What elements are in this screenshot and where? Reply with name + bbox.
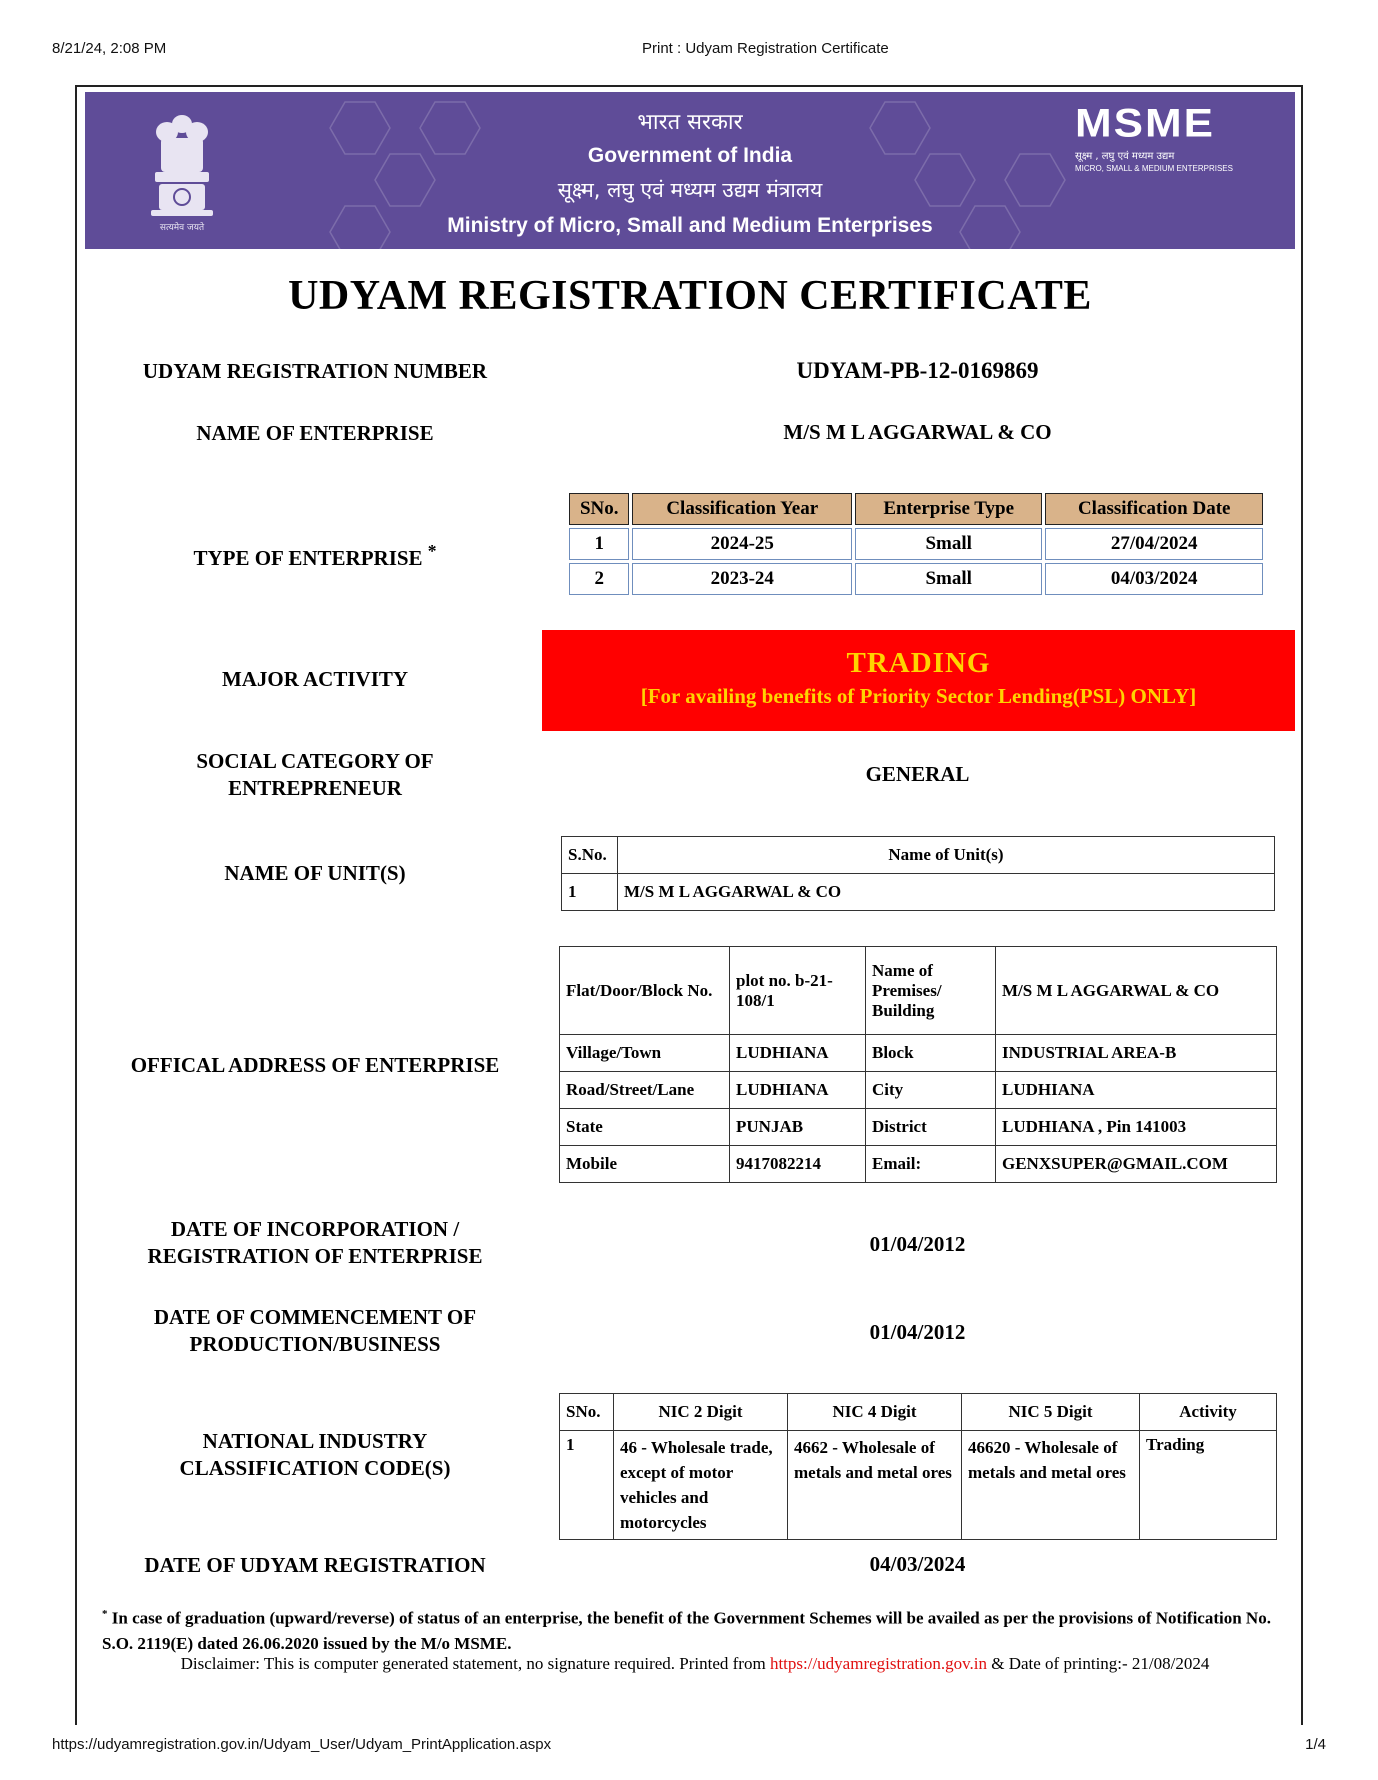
print-header	[52, 40, 1326, 64]
table-cell: 1	[569, 528, 629, 560]
disclaimer-suffix: & Date of printing:- 21/08/2024	[986, 1654, 1210, 1673]
table-cell: LUDHIANA , Pin 141003	[996, 1109, 1277, 1146]
col-header-sno: SNo.	[560, 1394, 614, 1431]
nic-label-line1: NATIONAL INDUSTRY	[202, 1429, 428, 1453]
nic-label	[100, 1428, 530, 1482]
table-cell: State	[560, 1109, 730, 1146]
table-cell: 2023-24	[632, 563, 852, 595]
table-cell: Mobile	[560, 1146, 730, 1183]
incorporation-label-line2: REGISTRATION OF ENTERPRISE	[147, 1244, 483, 1268]
table-cell: 2	[569, 563, 629, 595]
table-row	[569, 563, 1263, 595]
table-cell: Village/Town	[560, 1035, 730, 1072]
reg-number-value: UDYAM-PB-12-0169869	[796, 358, 1039, 383]
table-cell: 1	[562, 874, 618, 911]
table-cell: 2024-25	[632, 528, 852, 560]
enterprise-name-value: M/S M L AGGARWAL & CO	[783, 420, 1052, 444]
social-category-label-line1: SOCIAL CATEGORY OF	[196, 749, 434, 773]
banner-govt-of-india: Government of India	[587, 144, 793, 167]
units-table	[561, 836, 1275, 911]
udyam-date-value: 04/03/2024	[869, 1552, 966, 1576]
classification-table	[566, 490, 1266, 598]
table-cell: 27/04/2024	[1045, 528, 1263, 560]
commencement-label-line1: DATE OF COMMENCEMENT OF	[153, 1305, 477, 1329]
enterprise-name-label: NAME OF ENTERPRISE	[196, 421, 434, 445]
table-cell: Trading	[1140, 1431, 1277, 1540]
incorporation-date-value: 01/04/2012	[869, 1232, 966, 1256]
major-activity-note: [For availing benefits of Priority Sector Lending(PSL) ONLY]	[640, 684, 1197, 708]
msme-logo-hindi: सूक्ष्म , लघु एवं मध्यम उद्यम	[1075, 151, 1175, 162]
table-cell: 1	[560, 1431, 614, 1540]
table-cell: M/S M L AGGARWAL & CO	[996, 947, 1277, 1035]
table-cell: plot no. b-21-108/1	[730, 947, 866, 1035]
table-cell: Small	[855, 563, 1042, 595]
table-header-row	[569, 493, 1263, 525]
disclaimer-prefix: Disclaimer: This is computer generated statement, no signature required. Printed from	[180, 1654, 770, 1673]
commencement-label-line2: PRODUCTION/BUSINESS	[189, 1332, 441, 1356]
major-activity-box	[542, 630, 1295, 731]
enterprise-type-label	[100, 538, 530, 572]
col-header-class-year: Classification Year	[632, 493, 852, 525]
col-header-nic5: NIC 5 Digit	[962, 1394, 1140, 1431]
page-number: 1/4	[1305, 1736, 1326, 1753]
units-label: NAME OF UNIT(S)	[224, 861, 406, 885]
table-cell: Name of Premises/ Building	[866, 947, 996, 1035]
table-row	[560, 947, 1277, 1035]
commencement-date-value: 01/04/2012	[869, 1320, 966, 1344]
nic-label-line2: CLASSIFICATION CODE(S)	[179, 1456, 451, 1480]
incorporation-label	[100, 1216, 530, 1270]
major-activity-label: MAJOR ACTIVITY	[221, 667, 409, 691]
table-header-row	[560, 1394, 1277, 1431]
reg-number-label: UDYAM REGISTRATION NUMBER	[142, 359, 488, 383]
col-header-activity: Activity	[1140, 1394, 1277, 1431]
table-cell: LUDHIANA	[730, 1072, 866, 1109]
col-header-unit-name: Name of Unit(s)	[618, 837, 1275, 874]
udyam-date-label: DATE OF UDYAM REGISTRATION	[144, 1553, 486, 1577]
table-cell: Flat/Door/Block No.	[560, 947, 730, 1035]
enterprise-type-label-text: TYPE OF ENTERPRISE	[193, 546, 423, 570]
table-row	[560, 1431, 1277, 1540]
table-header-row	[562, 837, 1275, 874]
table-cell: Road/Street/Lane	[560, 1072, 730, 1109]
banner-ministry: Ministry of Micro, Small and Medium Enterprises	[447, 214, 933, 237]
msme-logo-english: MICRO, SMALL & MEDIUM ENTERPRISES	[1075, 164, 1233, 173]
table-cell: LUDHIANA	[730, 1035, 866, 1072]
table-row	[560, 1072, 1277, 1109]
major-activity-value: TRADING	[846, 647, 991, 679]
svg-text:सत्यमेव जयते: सत्यमेव जयते	[159, 223, 205, 233]
print-url: https://udyamregistration.gov.in/Udyam_User/Udyam_PrintApplication.aspx	[52, 1736, 552, 1753]
table-cell: Block	[866, 1035, 996, 1072]
table-cell: INDUSTRIAL AREA-B	[996, 1035, 1277, 1072]
table-cell: District	[866, 1109, 996, 1146]
incorporation-label-line1: DATE OF INCORPORATION /	[170, 1217, 460, 1241]
social-category-label-line2: ENTREPRENEUR	[228, 776, 402, 800]
table-cell: GENXSUPER@GMAIL.COM	[996, 1146, 1277, 1183]
table-row	[562, 874, 1275, 911]
address-label: OFFICAL ADDRESS OF ENTERPRISE	[130, 1053, 500, 1077]
col-header-enterprise-type: Enterprise Type	[855, 493, 1042, 525]
social-category-value: GENERAL	[865, 762, 970, 786]
footnote-mark: *	[102, 1608, 108, 1620]
banner-hindi-ministry: सूक्ष्म, लघु एवं मध्यम उद्यम मंत्रालय	[557, 178, 823, 202]
table-cell: City	[866, 1072, 996, 1109]
disclaimer-link[interactable]: https://udyamregistration.gov.in	[769, 1654, 987, 1673]
nic-table	[559, 1393, 1277, 1540]
table-cell: 9417082214	[730, 1146, 866, 1183]
table-row	[560, 1109, 1277, 1146]
msme-logo-text: MSME	[1075, 101, 1215, 146]
table-cell: 04/03/2024	[1045, 563, 1263, 595]
footnote-text: In case of graduation (upward/reverse) of status of an enterprise, the benefit of the Government Schemes will be availed as per the provisions of Notification No. S.O. 2119(E) dated 26.06.2020 issued by the M/o MSME.	[102, 1608, 1271, 1653]
address-table	[559, 946, 1277, 1183]
table-cell: Small	[855, 528, 1042, 560]
banner-hindi-govt: भारत सरकार	[637, 110, 743, 135]
col-header-nic2: NIC 2 Digit	[614, 1394, 788, 1431]
enterprise-type-asterisk: *	[427, 541, 437, 561]
table-cell: 46620 - Wholesale of metals and metal ores	[962, 1431, 1140, 1540]
table-row	[560, 1146, 1277, 1183]
table-cell: M/S M L AGGARWAL & CO	[618, 874, 1275, 911]
table-cell: Email:	[866, 1146, 996, 1183]
table-cell: 4662 - Wholesale of metals and metal ores	[788, 1431, 962, 1540]
table-row	[560, 1035, 1277, 1072]
print-title: Print : Udyam Registration Certificate	[642, 40, 889, 57]
table-cell: LUDHIANA	[996, 1072, 1277, 1109]
col-header-sno: SNo.	[569, 493, 629, 525]
footnote	[102, 1602, 1282, 1656]
table-cell: PUNJAB	[730, 1109, 866, 1146]
commencement-label	[100, 1304, 530, 1358]
social-category-label	[100, 748, 530, 802]
table-row	[569, 528, 1263, 560]
print-footer	[52, 1736, 1326, 1760]
col-header-nic4: NIC 4 Digit	[788, 1394, 962, 1431]
msme-logo	[1075, 102, 1265, 182]
certificate-title: UDYAM REGISTRATION CERTIFICATE	[288, 273, 1092, 319]
col-header-sno: S.No.	[562, 837, 618, 874]
print-timestamp: 8/21/24, 2:08 PM	[52, 40, 167, 57]
col-header-class-date: Classification Date	[1045, 493, 1263, 525]
disclaimer	[110, 1650, 1280, 1677]
government-banner	[85, 92, 1295, 249]
table-cell: 46 - Wholesale trade, except of motor vehicles and motorcycles	[614, 1431, 788, 1540]
